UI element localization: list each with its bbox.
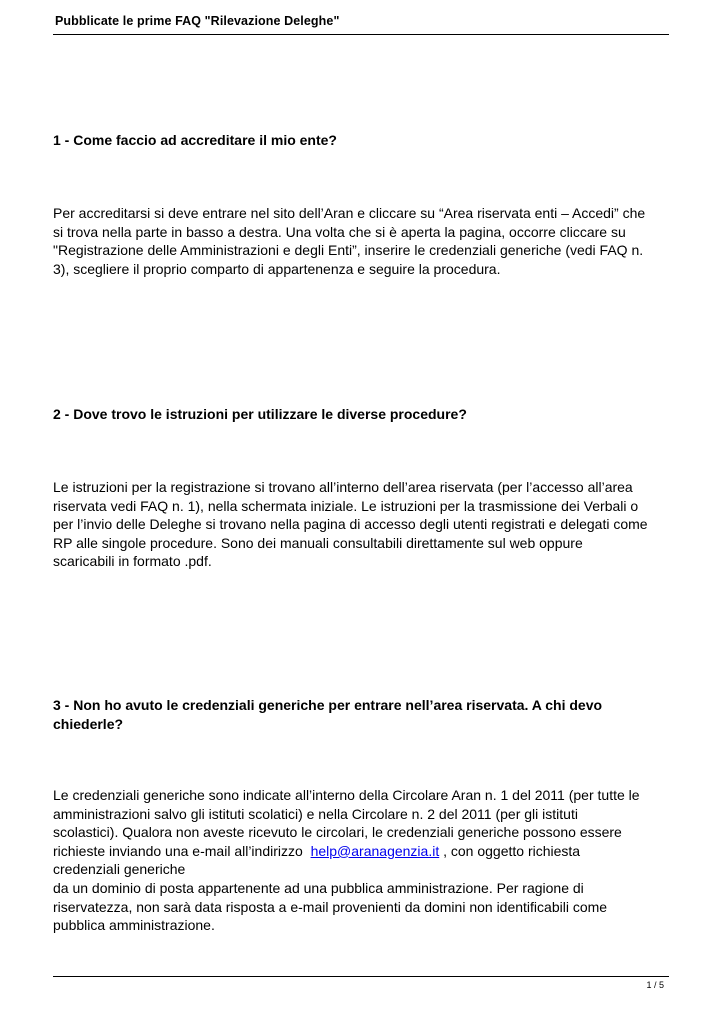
faq-3-link-prefix: richieste inviando una e-mail all’indirizzo: [53, 842, 311, 859]
faq-1-answer-line: Per accreditarsi si deve entrare nel sito dell’Aran e cliccare su “Area riservata enti – Accedi” che: [53, 205, 646, 221]
faq-3-question: [53, 696, 673, 734]
faq-3-answer-line: scolastici). Qualora non aveste ricevuto le circolari, le credenziali generiche possono essere: [53, 824, 622, 841]
faq-3-answer-line: Le credenziali generiche sono indicate all’interno della Circolare Aran n. 1 del 2011 (per tutte le: [53, 787, 640, 803]
header-divider: [53, 34, 669, 35]
faq-3-question-line: 3 - Non ho avuto le credenziali generiche per entrare nell’area riservata. A chi devo: [53, 697, 603, 713]
page-header-title: Pubblicate le prime FAQ "Rilevazione Deleghe": [55, 14, 340, 28]
footer-divider: [53, 976, 669, 977]
faq-1-answer-line: si trova nella parte in basso a destra. Una volta che si è aperta la pagina, occorre cliccare su: [53, 223, 626, 240]
faq-3-link-suffix: , con oggetto richiesta: [439, 842, 581, 859]
faq-3-answer-line: riservatezza, non sarà data risposta a e-mail provenienti da domini non identificabili come: [53, 898, 608, 915]
faq-1-answer: [53, 204, 673, 278]
faq-2-answer-line: RP alle singole procedure. Sono dei manuali consultabili direttamente sul web oppure: [53, 534, 583, 551]
faq-3-answer-line: credenziali generiche: [53, 861, 186, 878]
faq-3-question-line: chiederle?: [53, 716, 124, 732]
faq-3-answer-link-line: [53, 842, 673, 861]
faq-3-answer: [53, 786, 673, 935]
faq-1-answer-line: "Registrazione delle Amministrazioni e degli Enti”, inserire le credenziali generiche (vedi FAQ n.: [53, 242, 644, 259]
faq-2-answer: [53, 478, 673, 571]
email-link[interactable]: help@aranagenzia.it: [310, 842, 440, 859]
faq-2-answer-line: Le istruzioni per la registrazione si trovano all’interno dell’area riservata (per l’accesso all’area: [53, 479, 633, 495]
faq-2-answer-line: scaricabili in formato .pdf.: [53, 553, 212, 570]
faq-1-question: 1 - Come faccio ad accreditare il mio ente?: [53, 132, 337, 148]
faq-2-answer-line: per l’invio delle Deleghe si trovano nella pagina di accesso degli utenti registrati e delegati come: [53, 516, 648, 533]
page-number: 1 / 5: [646, 980, 664, 990]
faq-3-answer-line: amministrazioni salvo gli istituti scolatici) e nella Circolare n. 2 del 2011 (per gli istituti: [53, 805, 578, 822]
faq-2-answer-line: riservata vedi FAQ n. 1), nella schermata iniziale. Le istruzioni per la trasmissione dei Verbali o: [53, 497, 639, 514]
faq-1-answer-line: 3), scegliere il proprio comparto di appartenenza e seguire la procedura.: [53, 260, 501, 277]
faq-2-question: 2 - Dove trovo le istruzioni per utilizzare le diverse procedure?: [53, 406, 467, 422]
faq-3-answer-line: da un dominio di posta appartenente ad una pubblica amministrazione. Per ragione di: [53, 879, 584, 896]
faq-3-answer-line: pubblica amministrazione.: [53, 917, 215, 934]
